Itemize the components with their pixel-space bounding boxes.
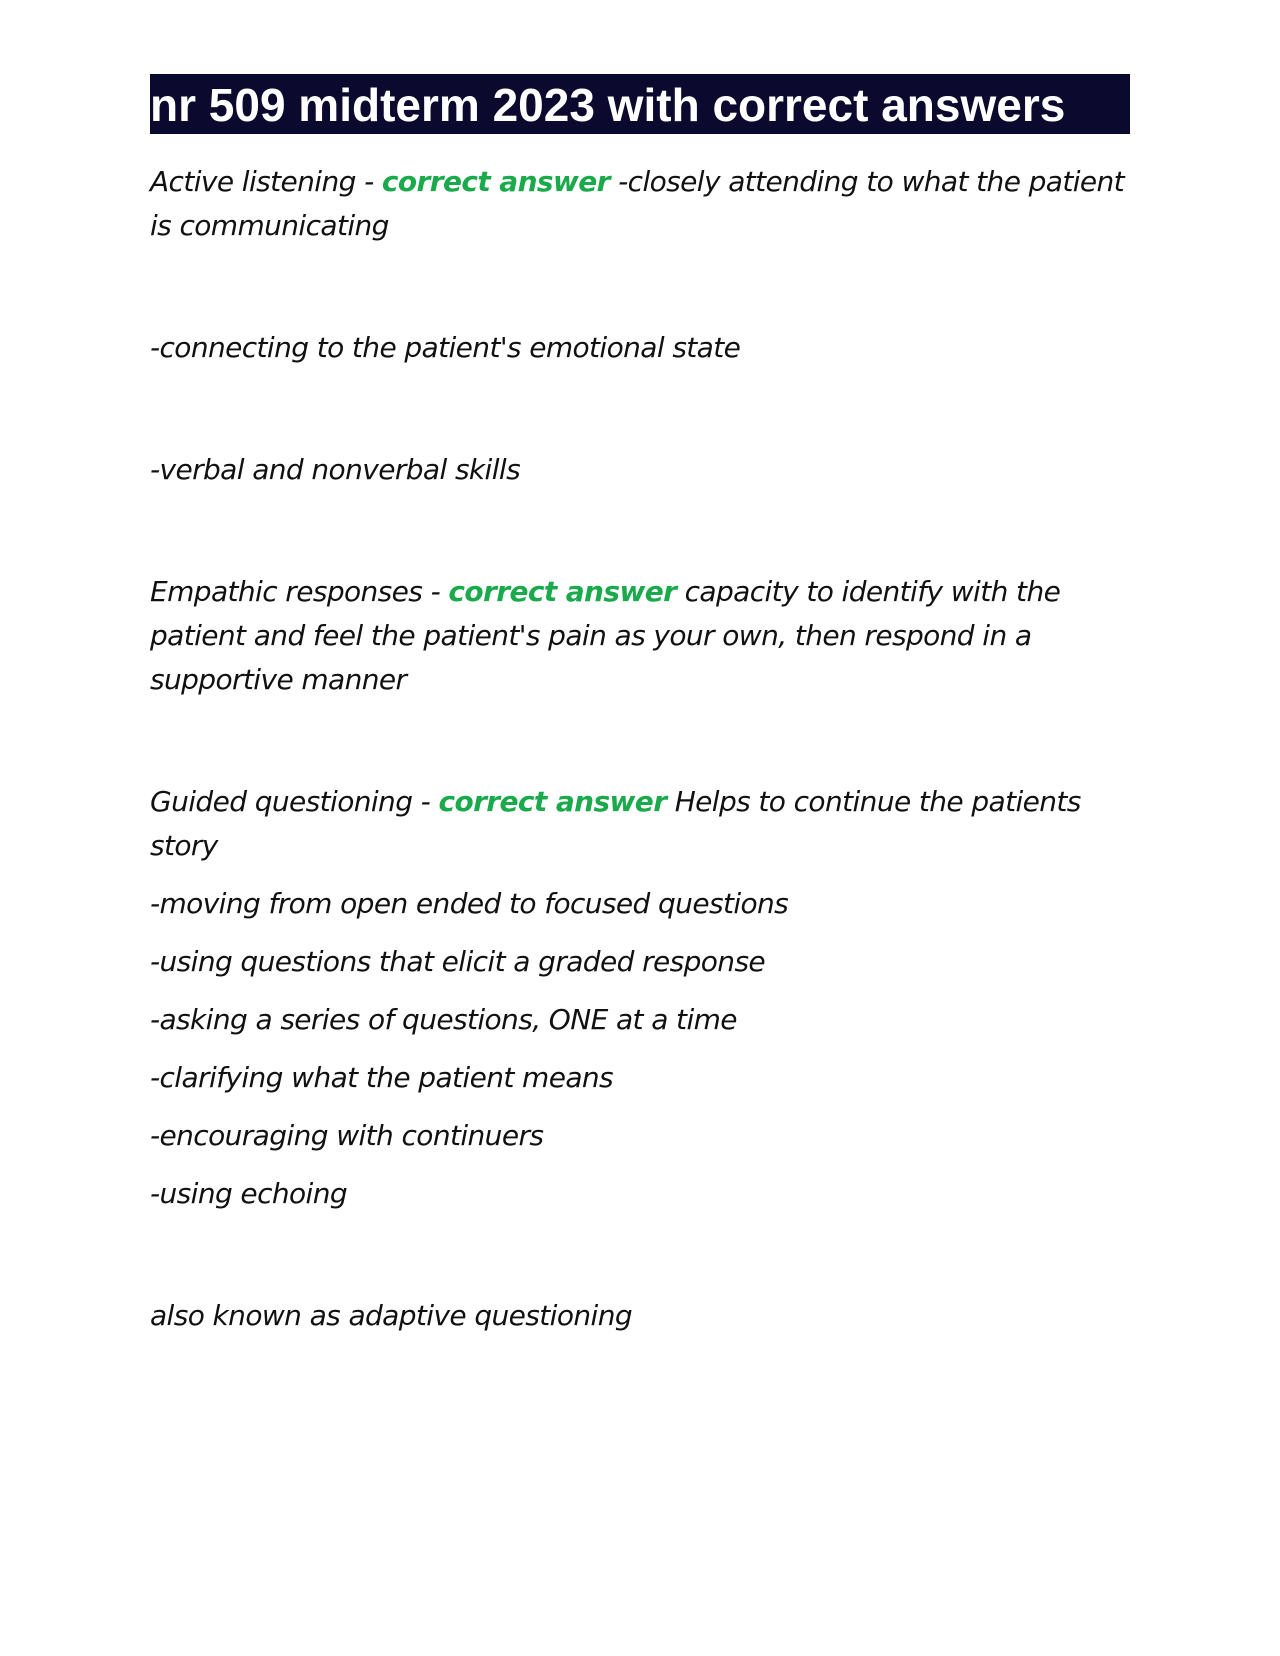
definition-text: Helps to continue the patients story bbox=[150, 785, 1081, 862]
list-item: -clarifying what the patient means bbox=[150, 1061, 614, 1094]
definition-text: capacity to identify with the patient and feel the patient's pain as your own, then respond in a supportive manner bbox=[150, 575, 1061, 696]
list-item: -verbal and nonverbal skills bbox=[150, 453, 521, 486]
definition-text: -closely attending to what the patient is communicating bbox=[150, 165, 1125, 242]
list-item: -moving from open ended to focused questions bbox=[150, 887, 789, 920]
term-label: Guided questioning - bbox=[150, 785, 439, 818]
entry-active-listening bbox=[150, 160, 1130, 248]
list-item: -asking a series of questions, ONE at a time bbox=[150, 1003, 737, 1036]
term-label: Active listening - bbox=[150, 165, 382, 198]
document-body bbox=[150, 160, 1130, 1338]
correct-answer-label: correct answer bbox=[448, 575, 677, 608]
note-text: also known as adaptive questioning bbox=[150, 1299, 633, 1332]
entry-guided-questioning bbox=[150, 780, 1130, 868]
correct-answer-label: correct answer bbox=[438, 785, 667, 818]
list-item: -encouraging with continuers bbox=[150, 1119, 544, 1152]
list-item: -using echoing bbox=[150, 1177, 348, 1210]
list-item: -connecting to the patient's emotional state bbox=[150, 331, 741, 364]
entry-empathic-responses bbox=[150, 570, 1130, 702]
document-page bbox=[150, 74, 1130, 1338]
list-item: -using questions that elicit a graded response bbox=[150, 945, 766, 978]
correct-answer-label: correct answer bbox=[381, 165, 610, 198]
term-label: Empathic responses - bbox=[150, 575, 449, 608]
document-title: nr 509 midterm 2023 with correct answers bbox=[150, 74, 1130, 134]
